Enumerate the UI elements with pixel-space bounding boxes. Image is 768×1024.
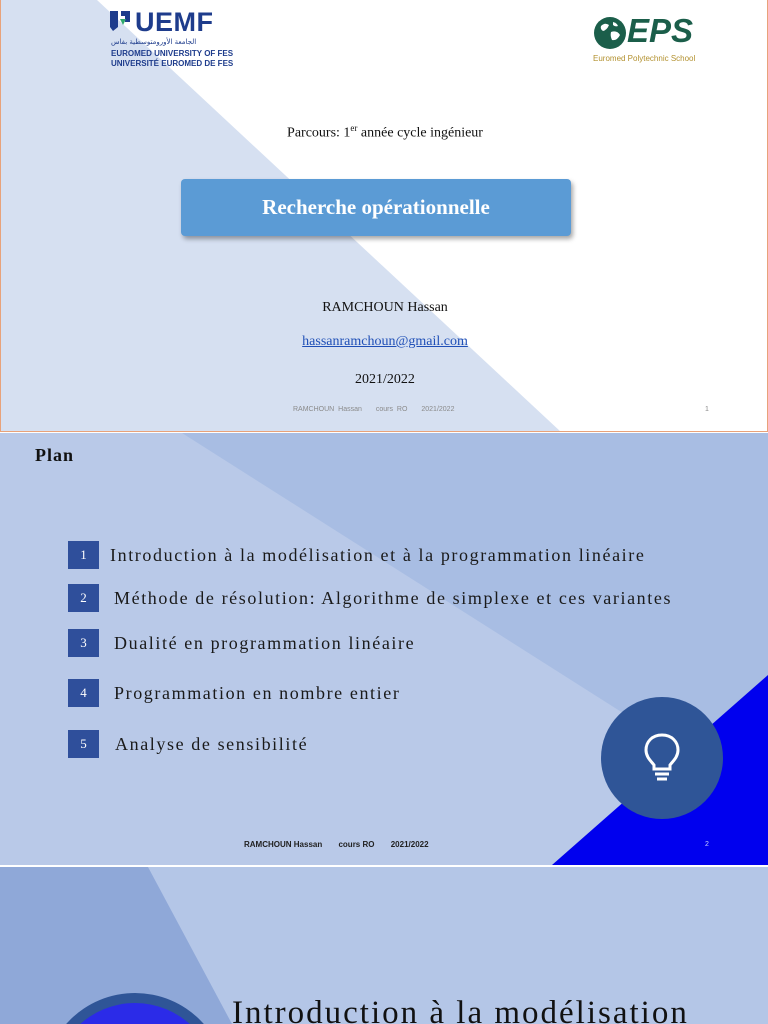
course-track-superscript: er [350, 123, 358, 133]
eps-logo [591, 14, 711, 70]
footer-course: cours RO [375, 406, 408, 413]
page-number: 2 [705, 841, 709, 848]
plan-item-label: Dualité en programmation linéaire [114, 632, 416, 653]
slide-footer [244, 840, 443, 849]
academic-year: 2021/2022 [355, 372, 415, 387]
presentation-title: Recherche opérationnelle [262, 195, 490, 219]
plan-item-label: Introduction à la modélisation et à la programmation linéaire [110, 544, 646, 565]
lightbulb-icon [642, 732, 682, 784]
course-track-prefix: Parcours: 1 [287, 125, 351, 141]
slide-2[interactable] [0, 433, 768, 865]
plan-item-number: 5 [68, 730, 99, 758]
plan-item-number: 4 [68, 679, 99, 707]
eps-name: EPS [627, 12, 694, 49]
email-link[interactable]: hassanramchoun@gmail.com [302, 334, 468, 349]
slide-3[interactable] [0, 867, 768, 1024]
footer-author: RAMCHOUN Hassan [244, 840, 323, 849]
plan-item-number: 1 [68, 541, 99, 569]
lightbulb-badge [601, 697, 723, 819]
plan-item[interactable] [68, 679, 400, 707]
footer-year: 2021/2022 [390, 840, 429, 849]
plan-item[interactable] [68, 629, 415, 657]
uemf-name: UEMF [135, 7, 214, 37]
uemf-french-name: UNIVERSITÉ EUROMED DE FES [111, 59, 234, 68]
footer-year: 2021/2022 [421, 406, 455, 413]
uemf-english-name: EUROMED UNIVERSITY OF FES [111, 49, 234, 58]
plan-item-number: 3 [68, 629, 99, 657]
course-track-suffix: année cycle ingénieur [357, 125, 483, 141]
course-track [1, 123, 768, 142]
plan-item[interactable] [68, 730, 308, 758]
section-title: Introduction à la modélisation [232, 995, 689, 1024]
uemf-shield-icon [109, 10, 131, 36]
title-box [181, 179, 571, 236]
plan-item[interactable] [68, 541, 645, 569]
uemf-arabic-name: الجامعة الأورومتوسطية بفاس [111, 38, 197, 46]
plan-item[interactable] [68, 584, 672, 612]
eps-globe-icon [593, 16, 627, 50]
author-name: RAMCHOUN Hassan [322, 300, 448, 315]
plan-item-label: Programmation en nombre entier [114, 682, 401, 703]
uemf-logo [109, 7, 239, 70]
email-line [1, 334, 768, 350]
plan-item-label: Méthode de résolution: Algorithme de simplexe et ces variantes [114, 587, 673, 608]
footer-course: cours RO [338, 840, 375, 849]
slide-footer [293, 406, 464, 413]
page-number: 1 [705, 406, 709, 413]
eps-subtitle: Euromed Polytechnic School [593, 54, 696, 63]
plan-item-number: 2 [68, 584, 99, 612]
plan-heading: Plan [35, 445, 75, 465]
plan-item-label: Analyse de sensibilité [115, 733, 309, 754]
footer-author: RAMCHOUN Hassan [293, 406, 362, 413]
slide-1[interactable] [0, 0, 768, 432]
